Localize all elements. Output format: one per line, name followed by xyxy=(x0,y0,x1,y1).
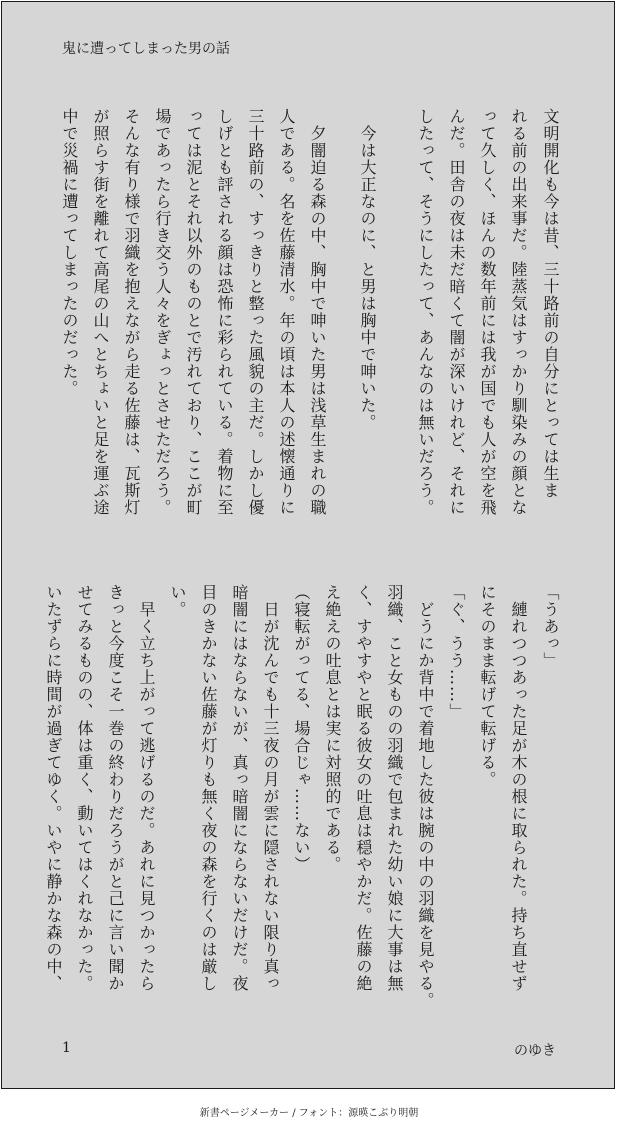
text-line: 「うあっ」 xyxy=(541,584,560,669)
text-line: どうにか背中で着地した彼は腕の中の羽織を見やる。 xyxy=(416,584,435,1009)
book-page xyxy=(1,1,615,1089)
text-line: にそのまま転げて転げる。 xyxy=(478,584,497,788)
text-line: れる前の出来事だ。陸蒸気はすっかり馴染みの顔とな xyxy=(509,108,528,516)
text-line: が照らす街を離れて高尾の山へとちょいと足を運ぶ途 xyxy=(91,108,110,516)
text-line: 夕闇迫る森の中、胸中で呻いた男は浅草生まれの職 xyxy=(308,108,327,516)
text-line: 日が沈んでも十三夜の月が雲に隠されない限り真っ xyxy=(261,584,280,992)
text-line: っては泥とそれ以外のものとで汚れており、ここが町 xyxy=(184,108,203,516)
text-line: い。 xyxy=(168,584,187,618)
text-line: せてみるものの、体は重く、動いてはくれなかった。 xyxy=(75,584,94,992)
text-line: きっと今度こそ一巻の終わりだろうがと己に言い聞か xyxy=(106,584,125,992)
text-line: 暗闇にはならないが、真っ暗闇にならないだけだ。夜 xyxy=(230,584,249,992)
text-line: って久しく、ほんの数年前には我が国でも人が空を飛 xyxy=(478,108,497,516)
text-line: 三十路前の、すっきりと整った風貌の主だ。しかし優 xyxy=(246,108,265,516)
text-line: そんな有り様で羽織を抱えながら走る佐藤は、瓦斯灯 xyxy=(122,108,141,516)
footer-credit: 新書ページメーカー / フォント：源暎こぶり明朝 xyxy=(199,1108,419,1119)
text-line: 縺れつつあった足が木の根に取られた。持ち直せず xyxy=(509,584,528,992)
text-line: （寝転がってる、場合じゃ……ない） xyxy=(292,584,311,873)
text-line: 中で災禍に遭ってしまったのだった。 xyxy=(60,108,79,397)
text-line: 「ぐ、うう……」 xyxy=(447,584,466,720)
text-line: 羽織、こと女ものの羽織で包まれた幼い娘に大事は無 xyxy=(385,584,404,992)
text-line: んだ。田舎の夜は未だ暗くて闇が深いけれど、それに xyxy=(447,108,466,516)
text-line: 早く立ち上がって逃げるのだ。あれに見つかったら xyxy=(137,584,156,992)
text-line: え絶えの吐息とは実に対照的である。 xyxy=(323,584,342,873)
text-line: 今は大正なのに、と男は胸中で呻いた。 xyxy=(358,108,377,431)
text-line: したって、そうにしたって、あんなのは無いだろう。 xyxy=(416,108,435,516)
text-line: しげとも評される顔は恐怖に彩られている。着物に至 xyxy=(215,108,234,516)
text-line: 人である。名を佐藤清水。年の頃は本人の述懐通りに xyxy=(277,108,296,516)
text-line: いたずらに時間が過ぎてゆく。いやに静かな森の中、 xyxy=(44,584,63,992)
text-line: 文明開化も今は昔、三十路前の自分にとっては生ま xyxy=(541,108,560,499)
page-title: 鬼に遭ってしまった男の話 xyxy=(62,41,230,57)
text-line: く、すやすやと眠る彼女の吐息は穏やかだ。佐藤の絶 xyxy=(354,584,373,992)
page-number: 1 xyxy=(62,1040,71,1056)
text-line: 目のきかない佐藤が灯りも無く夜の森を行くのは厳し xyxy=(199,584,218,992)
author-name: のゆき xyxy=(514,1043,556,1059)
text-line: 場であったら行き交う人々をぎょっとさせただろう。 xyxy=(153,108,172,516)
